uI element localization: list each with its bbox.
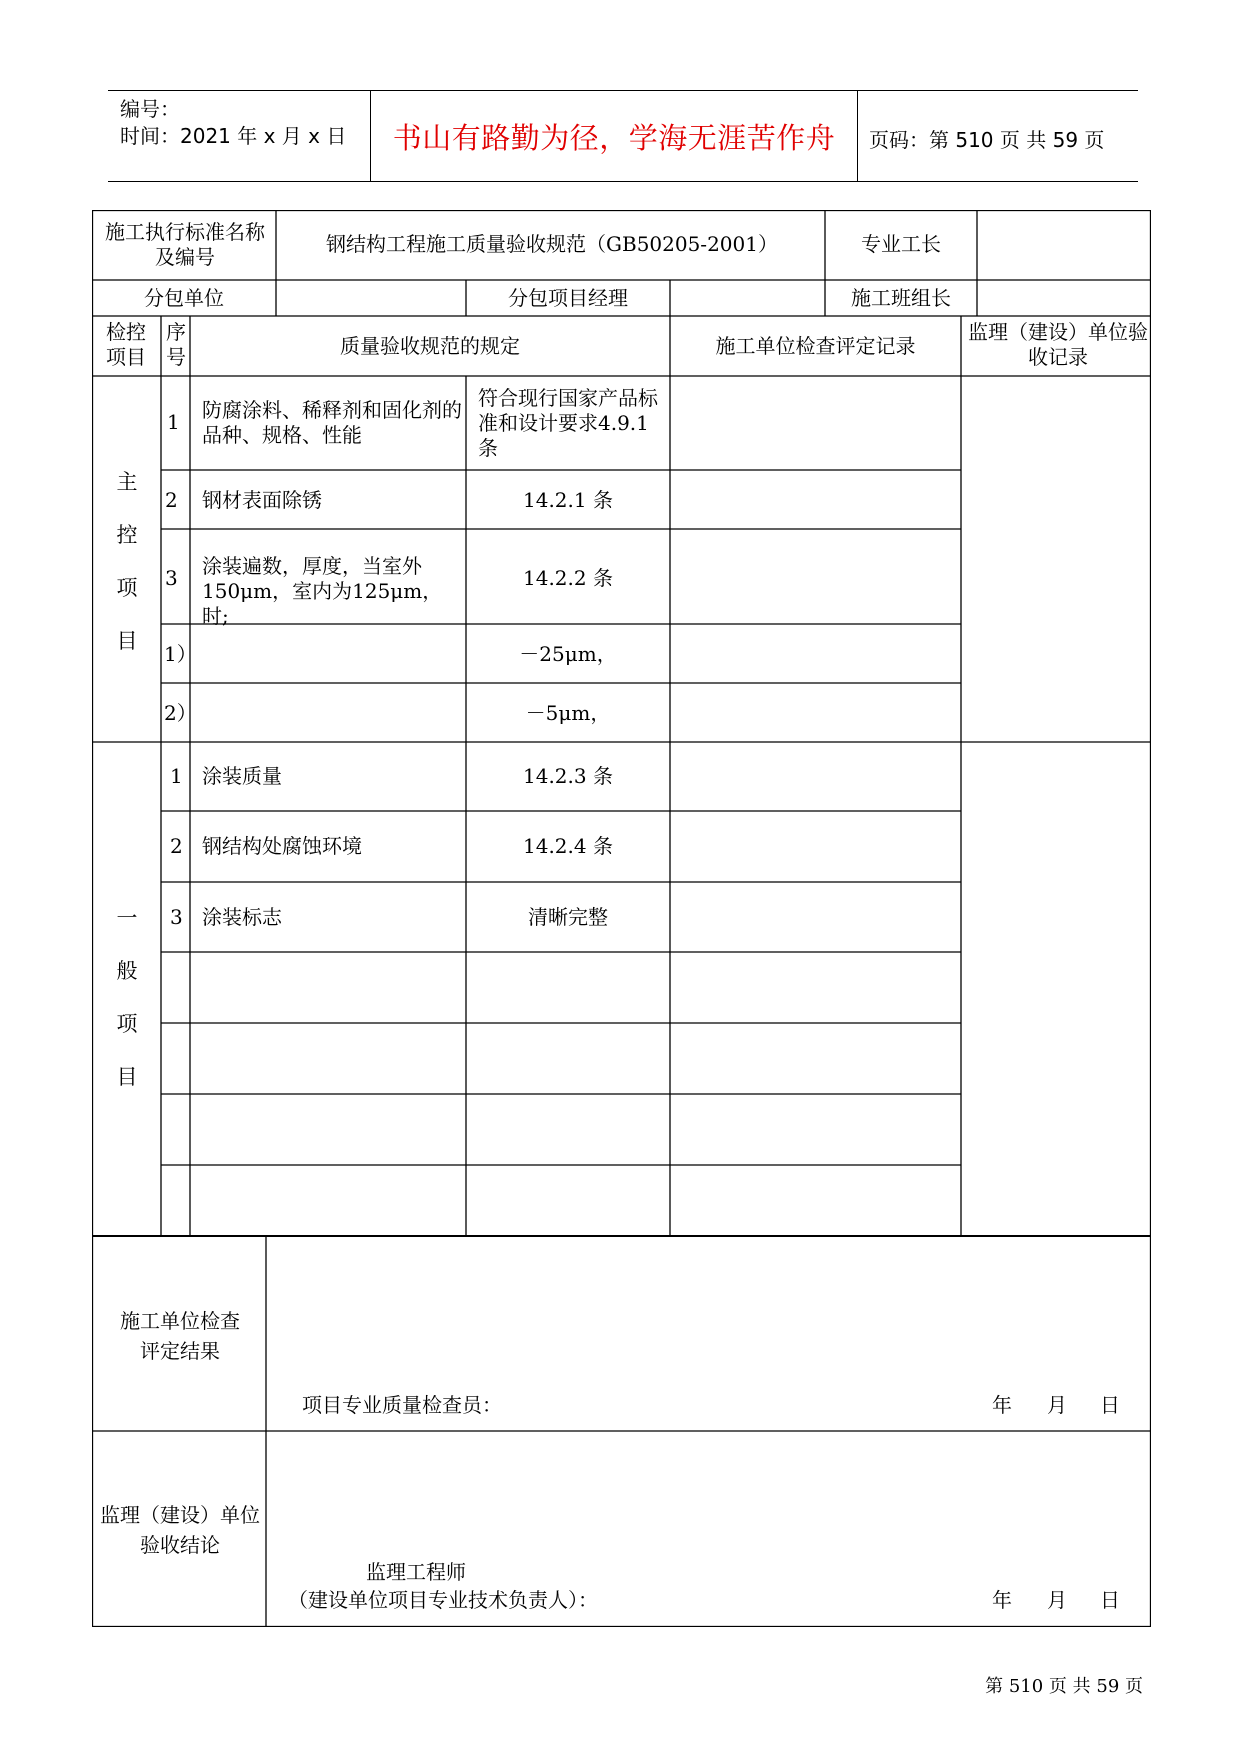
- table-row-seq: 1: [170, 764, 183, 788]
- slogan: 书山有路勤为径，学海无涯苦作舟: [392, 121, 836, 155]
- engineer-label: 监理工程师: [366, 1560, 466, 1584]
- header-divider: [857, 90, 858, 182]
- column-supervisor-record: 监理（建设）单位验收记录: [968, 320, 1148, 369]
- column-seq: 序号: [166, 320, 186, 369]
- table-row-seq: 3: [170, 905, 183, 929]
- general-group-label: 一般项目: [116, 906, 138, 1089]
- header-top-rule: [108, 90, 1138, 91]
- supervisor-conclusion-label: 监理（建设）单位验收结论: [100, 1503, 260, 1557]
- table-row-seq: 1: [167, 410, 180, 434]
- date-month: 月: [1047, 1393, 1067, 1417]
- date-year: 年: [992, 1393, 1012, 1417]
- date-month: 月: [1047, 1588, 1067, 1612]
- inspector-label: 项目专业质量检查员：: [302, 1393, 502, 1417]
- table-row-clause: 14.2.4 条: [523, 834, 613, 858]
- contractor-result-label: 施工单位检查评定结果: [120, 1309, 240, 1363]
- number-label: 编号：: [120, 97, 180, 121]
- foreman-label: 专业工长: [861, 232, 941, 256]
- header-page-info: 页码：第 510 页 共 59 页: [869, 128, 1105, 152]
- subcontractor-label: 分包单位: [144, 286, 224, 310]
- table-row-clause: －5μm，: [525, 701, 611, 725]
- table-row-item: 防腐涂料、稀释剂和固化剂的品种、规格、性能: [202, 398, 462, 447]
- table-row-item: 钢结构处腐蚀环境: [202, 834, 362, 858]
- acceptance-form: [92, 210, 1151, 1627]
- time-label: 时间：2021 年 x 月 x 日: [120, 124, 347, 148]
- standard-value: 钢结构工程施工质量验收规范（GB50205-2001）: [326, 232, 778, 256]
- table-row-item: 钢材表面除锈: [202, 488, 322, 512]
- table-row-clause: 清晰完整: [528, 905, 608, 929]
- table-row-clause: 14.2.3 条: [523, 764, 613, 788]
- table-row-item: 涂装遍数，厚度，当室外150μm，室内为125μm，时;: [202, 554, 443, 628]
- main-group-label: 主控项目: [116, 470, 138, 653]
- table-row-seq: 2）: [164, 701, 197, 725]
- table-row-clause: －25μm，: [519, 642, 617, 666]
- table-row-clause: 14.2.1 条: [523, 488, 613, 512]
- table-row-clause: 14.2.2 条: [523, 566, 613, 590]
- table-row-item: 涂装质量: [202, 764, 282, 788]
- sub-manager-label: 分包项目经理: [508, 286, 628, 310]
- header-bottom-rule: [108, 181, 1138, 182]
- standard-label: 施工执行标准名称及编号: [105, 220, 265, 269]
- table-row-seq: 3: [165, 566, 178, 590]
- table-row-clause: 符合现行国家产品标准和设计要求4.9.1 条: [478, 386, 658, 460]
- team-leader-label: 施工班组长: [851, 286, 951, 310]
- table-row-seq: 1）: [164, 642, 197, 666]
- table-row-item: 涂装标志: [202, 905, 282, 929]
- column-check-item: 检控项目: [106, 320, 146, 369]
- owner-tech-label: （建设单位项目专业技术负责人）：: [288, 1588, 598, 1612]
- table-row-seq: 2: [170, 834, 183, 858]
- date-year: 年: [992, 1588, 1012, 1612]
- date-day: 日: [1100, 1393, 1120, 1417]
- column-contractor-record: 施工单位检查评定记录: [715, 334, 916, 358]
- column-spec: 质量验收规范的规定: [340, 334, 520, 358]
- date-day: 日: [1100, 1588, 1120, 1612]
- table-row-seq: 2: [165, 488, 178, 512]
- header-divider: [370, 90, 371, 182]
- footer-page-number: 第 510 页 共 59 页: [985, 1676, 1143, 1697]
